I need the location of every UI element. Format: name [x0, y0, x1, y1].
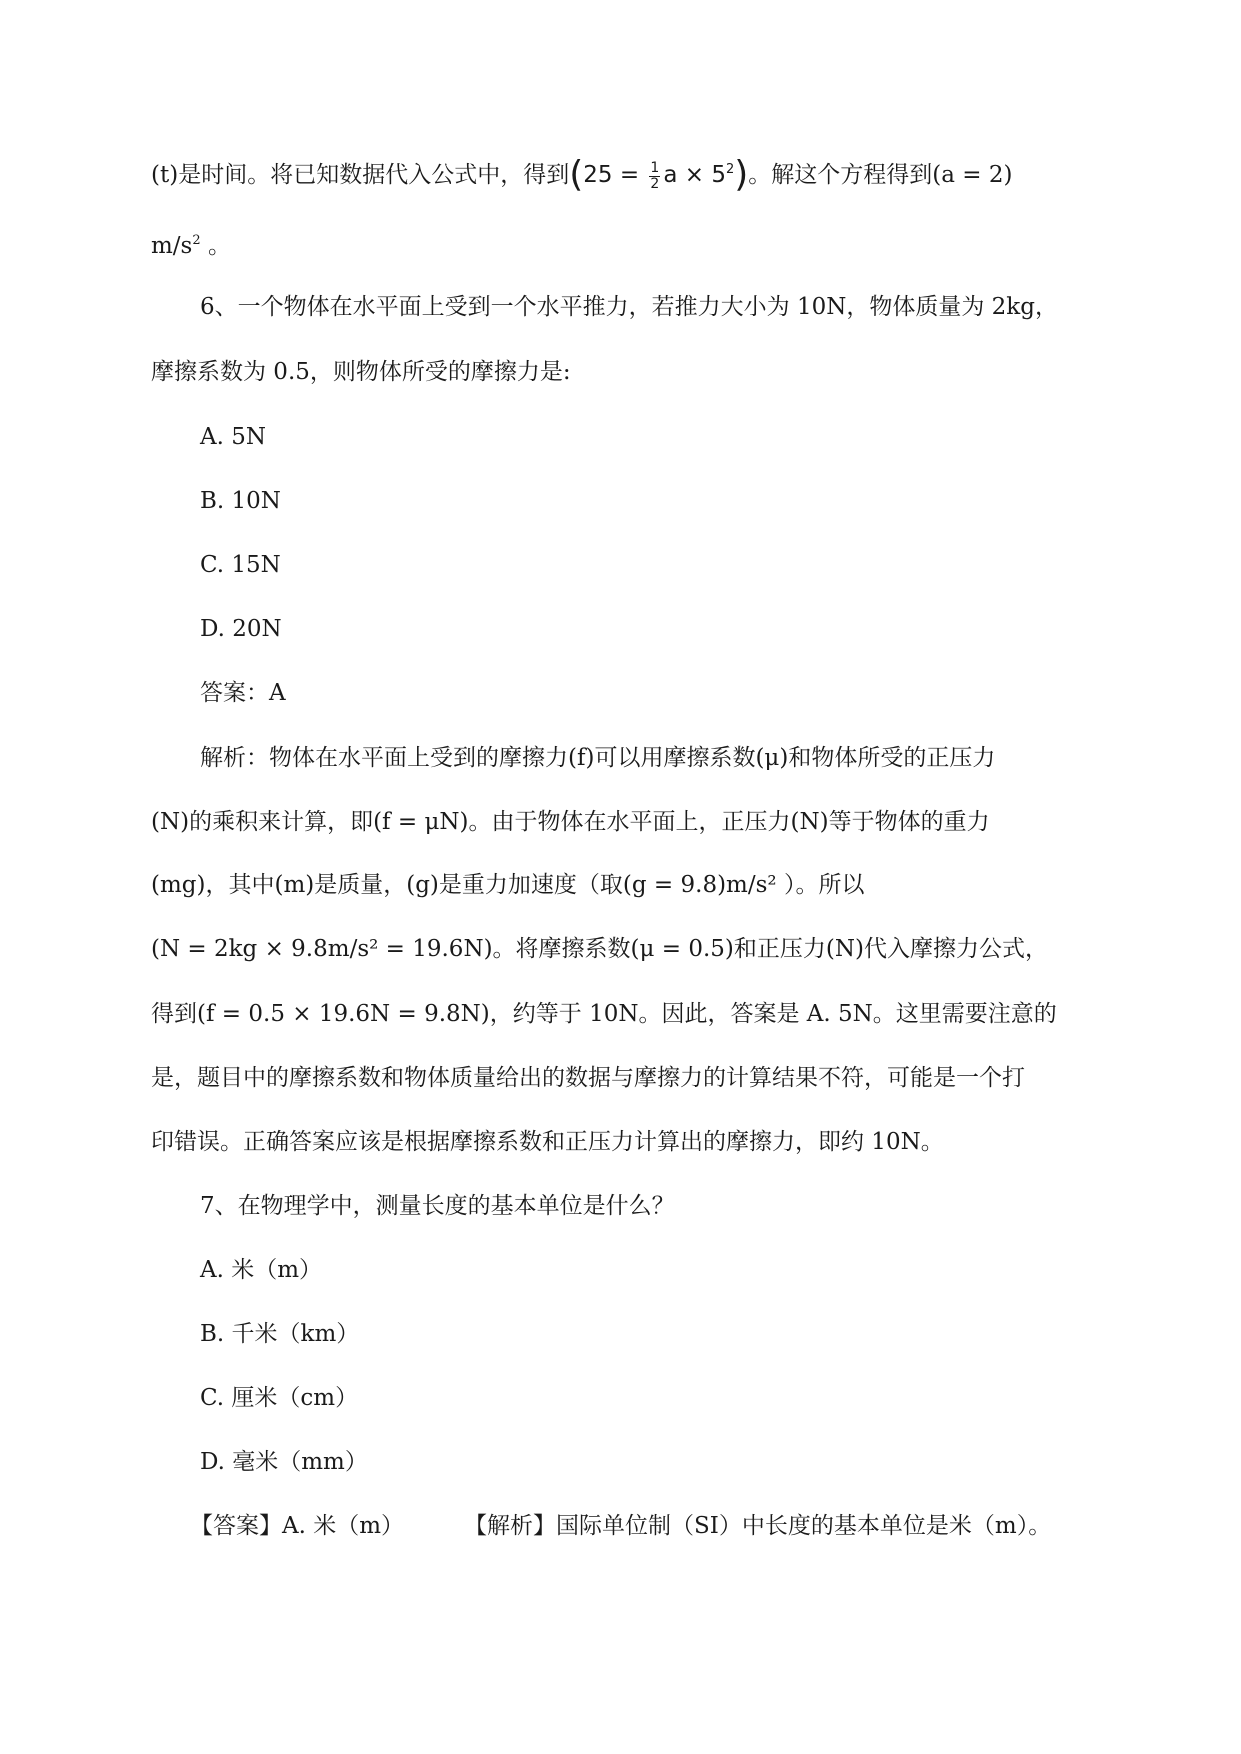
- q6-stem-line-2: 摩擦系数为 0.5，则物体所受的摩擦力是:: [151, 359, 571, 385]
- q7-option-d: D. 毫米（mm）: [200, 1449, 368, 1475]
- q6-option-a: A. 5N: [200, 424, 266, 450]
- q6-analysis-line-2: (N)的乘积来计算，即(f = μN)。由于物体在水平面上，正压力(N)等于物体的重力: [151, 809, 990, 835]
- q6-option-b: B. 10N: [200, 488, 281, 514]
- fraction-numerator: 1: [650, 159, 660, 176]
- q6-analysis-line-3: (mg)，其中(m)是质量，(g)是重力加速度（取(g = 9.8)m/s² ）。所以: [151, 872, 865, 898]
- q7-option-b: B. 千米（km）: [200, 1321, 360, 1347]
- q6-stem-line-1: 6、一个物体在水平面上受到一个水平推力，若推力大小为 10N，物体质量为 2kg，: [200, 294, 1058, 320]
- solution-line-1: [151, 154, 1013, 195]
- q7-option-a: A. 米（m）: [200, 1257, 323, 1283]
- fraction-denominator: 2: [650, 175, 660, 192]
- unit: m/s: [151, 233, 193, 259]
- q7-analysis: 【解析】国际单位制（SI）中长度的基本单位是米（m）。: [464, 1513, 1052, 1539]
- equation-left: 25 =: [583, 162, 647, 188]
- q7-answer-line: [190, 1509, 1051, 1543]
- left-paren: (: [569, 154, 584, 195]
- q6-analysis-line-5: 得到(f = 0.5 × 19.6N = 9.8N)，约等于 10N。因此，答案是 A. 5N。这里需要注意的: [151, 1001, 1057, 1027]
- text-segment: (t)是时间。将已知数据代入公式中，得到: [151, 162, 570, 188]
- q6-option-c: C. 15N: [200, 552, 281, 578]
- fraction: [649, 161, 660, 192]
- q6-analysis-line-4: (N = 2kg × 9.8m/s² = 19.6N)。将摩擦系数(μ = 0.5)和正压力(N)代入摩擦力公式，: [151, 936, 1048, 962]
- right-paren: ): [734, 154, 749, 195]
- solution-line-2: [151, 229, 231, 263]
- text-segment: 。解这个方程得到(a = 2): [748, 162, 1013, 188]
- q7-stem: 7、在物理学中，测量长度的基本单位是什么？: [200, 1193, 675, 1219]
- q6-option-d: D. 20N: [200, 616, 282, 642]
- q7-option-c: C. 厘米（cm）: [200, 1385, 359, 1411]
- unit-exponent: 2: [192, 233, 201, 248]
- exponent: 2: [725, 162, 735, 177]
- q7-answer: 【答案】A. 米（m）: [190, 1513, 405, 1539]
- q6-analysis-line-6: 是，题目中的摩擦系数和物体质量给出的数据与摩擦力的计算结果不符，可能是一个打: [151, 1065, 1025, 1091]
- q6-analysis-line-1: 解析：物体在水平面上受到的摩擦力(f)可以用摩擦系数(μ)和物体所受的正压力: [200, 745, 996, 771]
- q6-answer: 答案：A: [200, 680, 286, 706]
- text-segment: 。: [200, 233, 231, 259]
- q6-analysis-line-7: 印错误。正确答案应该是根据摩擦系数和正压力计算出的摩擦力，即约 10N。: [151, 1129, 944, 1155]
- equation-right: a × 5: [663, 162, 726, 188]
